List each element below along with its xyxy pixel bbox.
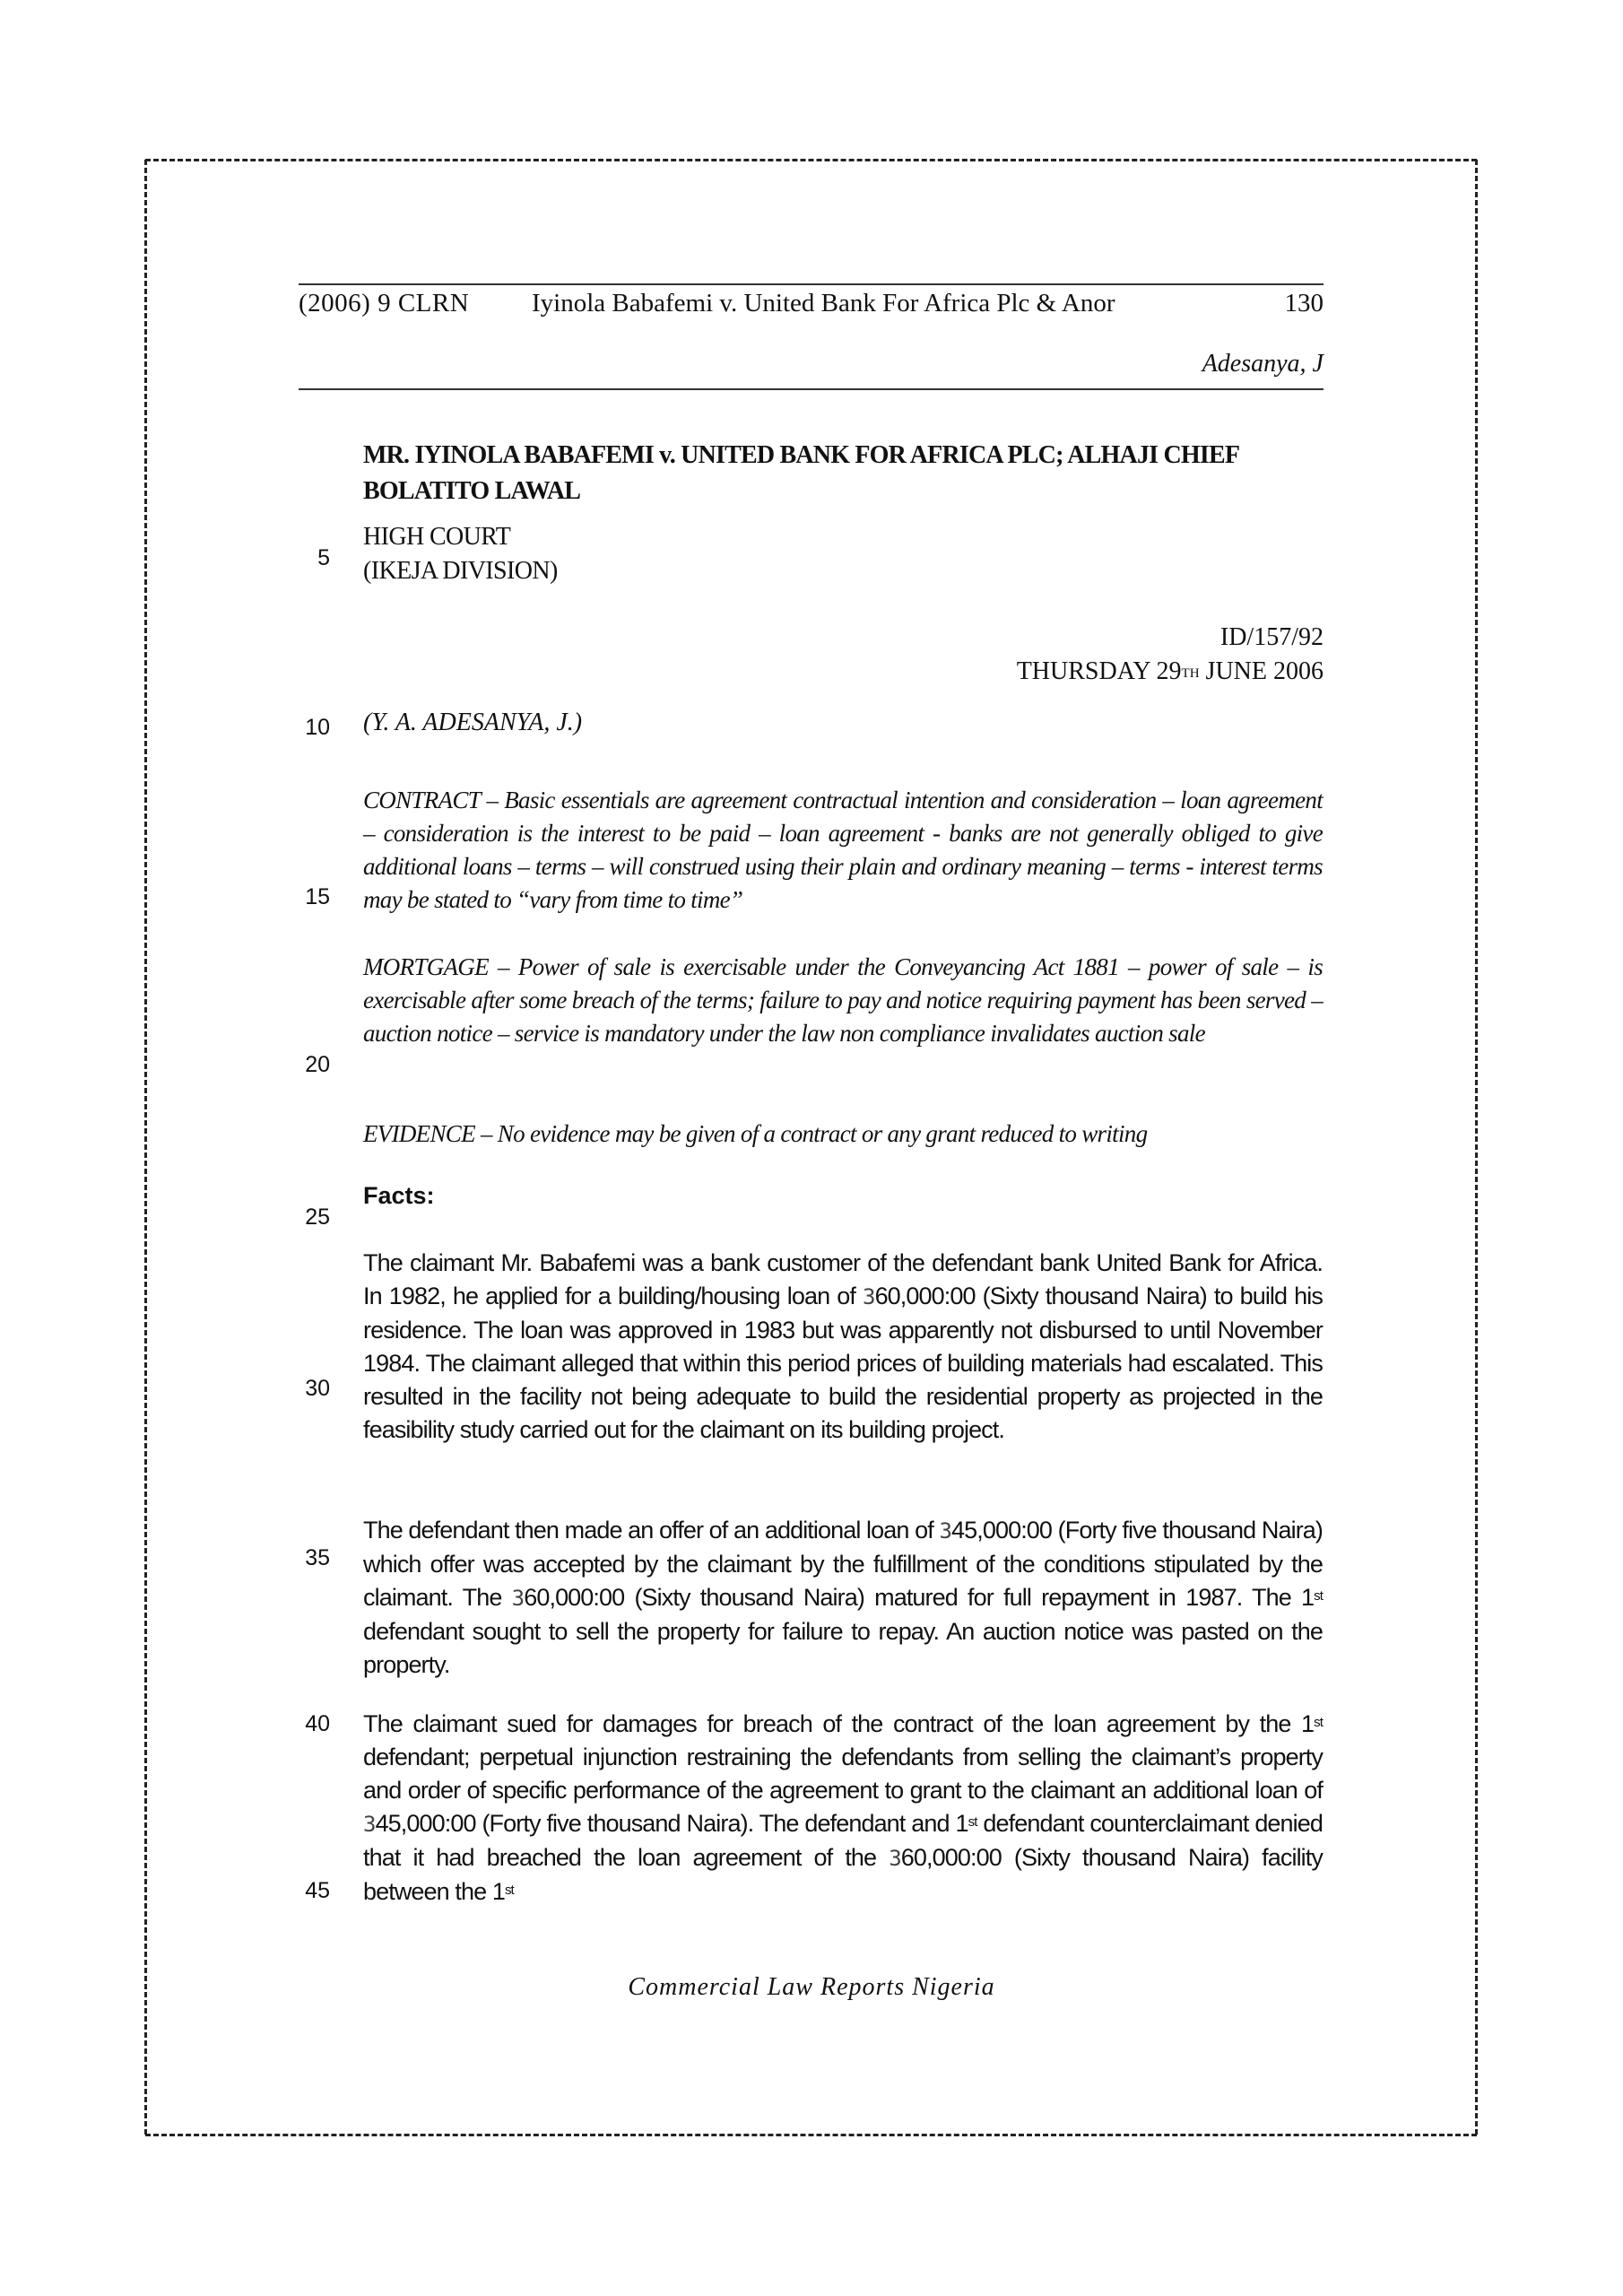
page-frame-right: [1475, 160, 1478, 2135]
header-rule-top: [299, 283, 1324, 285]
facts-paragraph-1: The claimant Mr. Babafemi was a bank customer of the defendant bank United Bank for Africa. In 1982, he applied for a building/housing loan of 360,000:00 (Sixty thousand Naira) to build his residence. The loan was approved in 1983 but was apparently not disbursed to until November 1984. The claimant alleged that within this period prices of building materials had escalated. This resulted in the facility not being adequate to build the residential property as projected in the feasibility study carried out for the claimant on its building project.: [363, 1249, 1323, 1443]
currency-glyph: 3: [511, 1586, 525, 1611]
page-frame-bottom: [145, 2134, 1477, 2136]
catchword-contract: CONTRACT – Basic essentials are agreement contractual intention and consideration – loan agreement – consideration is the interest to be paid – loan agreement - banks are not generally obliged to give additional loans – terms – will construed using their plain and ordinary meaning – terms - interest terms may be stated to “vary from time to time”: [363, 787, 1323, 913]
facts-paragraph-3: The claimant sued for damages for breach of the contract of the loan agreement by the 1st defendant; perpetual injunction restraining the defendants from selling the claimant’s property and order of specific performance of the agreement to grant to the claimant an additional loan of 345,000:00 (Forty five thousand Naira). The defendant and 1st defendant counterclaimant denied that it had breached the loan agreement of the 360,000:00 (Sixty thousand Naira) facility between the 1st: [363, 1710, 1323, 1905]
publication-footer: Commercial Law Reports Nigeria: [628, 1973, 995, 2001]
header-rule-bottom: [299, 388, 1324, 390]
line-number: 25: [305, 1205, 330, 1230]
court-name: HIGH COURT: [363, 523, 511, 551]
report-citation: (2006) 9 CLRN: [299, 289, 470, 317]
line-number: 45: [305, 1878, 330, 1903]
catchword-evidence: EVIDENCE – No evidence may be given of a contract or any grant reduced to writing: [363, 1120, 1148, 1147]
currency-glyph: 3: [363, 1812, 376, 1837]
line-number: 35: [305, 1545, 330, 1570]
parties-line-2: BOLATITO LAWAL: [363, 477, 581, 505]
line-number: 20: [305, 1052, 330, 1077]
line-number: 5: [317, 545, 330, 570]
running-head-judge: Adesanya, J: [1202, 350, 1324, 378]
catchword-heading: MORTGAGE: [363, 953, 489, 980]
judgment-date: THURSDAY 29TH JUNE 2006: [1016, 657, 1324, 685]
page-number: 130: [1284, 289, 1324, 317]
currency-glyph: 3: [863, 1284, 875, 1309]
case-identifier: [1017, 621, 1324, 689]
line-number: 10: [305, 715, 330, 740]
catchword-heading: EVIDENCE: [363, 1120, 475, 1147]
running-head: [299, 289, 1324, 325]
catchword-mortgage: MORTGAGE – Power of sale is exercisable under the Conveyancing Act 1881 – power of sale – is exercisable after some breach of the terms; failure to pay and notice requiring payment has been served – auction notice – service is mandatory under the law non compliance invalidates auction sale: [363, 953, 1323, 1047]
page-frame-top: [145, 159, 1477, 161]
facts-paragraph-2: The defendant then made an offer of an additional loan of 345,000:00 (Forty five thousand Naira) which offer was accepted by the claimant by the fulfillment of the conditions stipulated by the claimant. The 360,000:00 (Sixty thousand Naira) matured for full repayment in 1987. The 1st defendant sought to sell the property for failure to repay. An auction notice was pasted on the property.: [363, 1517, 1323, 1678]
court-info: [363, 520, 1323, 588]
page-frame-left: [144, 160, 147, 2135]
court-division: (IKEJA DIVISION): [363, 557, 558, 585]
line-number: 15: [305, 884, 330, 909]
parties-line-1: MR. IYINOLA BABAFEMI v. UNITED BANK FOR AFRICA PLC; ALHAJI CHIEF: [363, 441, 1240, 469]
case-parties: [363, 438, 1323, 509]
facts-heading: Facts:: [363, 1182, 435, 1209]
currency-glyph: 3: [889, 1846, 901, 1871]
line-number: 30: [305, 1376, 330, 1401]
catchword-heading: CONTRACT: [363, 787, 481, 813]
line-number: 40: [305, 1711, 330, 1736]
presiding-judge: (Y. A. ADESANYA, J.): [363, 709, 583, 736]
currency-glyph: 3: [939, 1518, 952, 1544]
case-short-title: Iyinola Babafemi v. United Bank For Africa Plc & Anor: [532, 289, 1115, 317]
suit-number: ID/157/92: [1219, 623, 1324, 651]
